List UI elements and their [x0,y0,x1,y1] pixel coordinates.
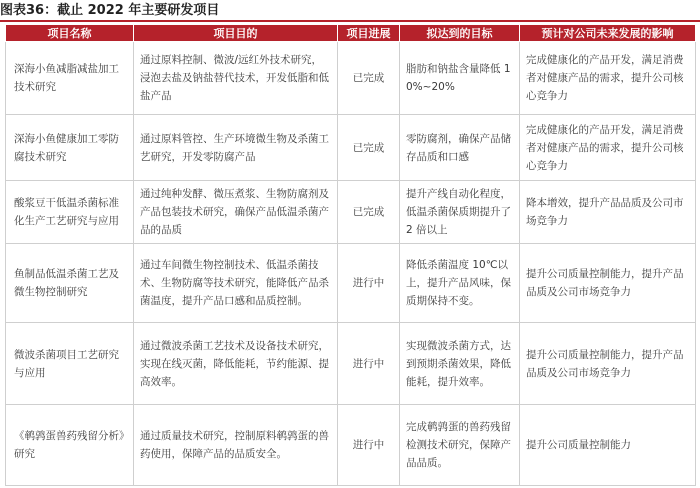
project-impact-cell: 提升公司质量控制能力，提升产品品质及公司市场竞争力 [520,323,696,405]
project-name-cell: 鱼制品低温杀菌工艺及微生物控制研究 [6,244,134,323]
project-name-cell: 酸浆豆干低温杀菌标准化生产工艺研究与应用 [6,181,134,244]
project-purpose-cell: 通过纯种发酵、微压煮浆、生物防腐剂及产品包装技术研究，确保产品低温杀菌产品的品质 [134,181,338,244]
project-impact-cell: 提升公司质量控制能力 [520,405,696,486]
project-goal-cell: 实现微波杀菌方式，达到预期杀菌效果，降低能耗，提升效率。 [400,323,520,405]
project-impact-cell: 提升公司质量控制能力，提升产品品质及公司市场竞争力 [520,244,696,323]
table-row [6,115,696,181]
project-impact-cell: 完成健康化的产品开发，满足消费者对健康产品的需求，提升公司核心竞争力 [520,42,696,115]
project-purpose-cell: 通过原料控制、微波/远红外技术研究，浸泡去盐及钠盐替代技术，开发低脂和低盐产品 [134,42,338,115]
project-name-cell: 深海小鱼健康加工零防腐技术研究 [6,115,134,181]
rd-projects-table [5,24,696,486]
header-project-purpose: 项目目的 [134,25,338,42]
table-row [6,42,696,115]
title-divider [0,20,700,22]
table-row [6,405,696,486]
project-name-cell: 深海小鱼减脂减盐加工技术研究 [6,42,134,115]
project-progress-cell: 已完成 [338,42,400,115]
project-purpose-cell: 通过原料管控、生产环境微生物及杀菌工艺研究，开发零防腐产品 [134,115,338,181]
project-progress-cell: 已完成 [338,115,400,181]
project-goal-cell: 降低杀菌温度 10℃以上，提升产品风味，保质期保持不变。 [400,244,520,323]
project-impact-cell: 完成健康化的产品开发，满足消费者对健康产品的需求，提升公司核心竞争力 [520,115,696,181]
project-progress-cell: 已完成 [338,181,400,244]
project-goal-cell: 脂肪和钠盐含量降低 10%~20% [400,42,520,115]
project-name-cell: 《鹌鹑蛋兽药残留分析》研究 [6,405,134,486]
figure-title: 图表36：截止 2022 年主要研发项目 [0,3,220,18]
table-row [6,244,696,323]
project-goal-cell: 提升产线自动化程度，低温杀菌保质期提升了 2 倍以上 [400,181,520,244]
table-row [6,181,696,244]
table-row [6,323,696,405]
table-header-row [6,25,696,42]
header-target-goal: 拟达到的目标 [400,25,520,42]
project-progress-cell: 进行中 [338,323,400,405]
project-impact-cell: 降本增效，提升产品品质及公司市场竞争力 [520,181,696,244]
project-goal-cell: 完成鹌鹑蛋的兽药残留检测技术研究，保障产品品质。 [400,405,520,486]
project-goal-cell: 零防腐剂，确保产品储存品质和口感 [400,115,520,181]
header-project-name: 项目名称 [6,25,134,42]
project-name-cell: 微波杀菌项目工艺研究与应用 [6,323,134,405]
project-progress-cell: 进行中 [338,244,400,323]
project-purpose-cell: 通过质量技术研究，控制原料鹌鹑蛋的兽药使用，保障产品的品质安全。 [134,405,338,486]
project-purpose-cell: 通过微波杀菌工艺技术及设备技术研究，实现在线灭菌，降低能耗，节约能源、提高效率。 [134,323,338,405]
header-expected-impact: 预计对公司未来发展的影响 [520,25,696,42]
header-project-progress: 项目进展 [338,25,400,42]
project-progress-cell: 进行中 [338,405,400,486]
project-purpose-cell: 通过车间微生物控制技术、低温杀菌技术、生物防腐等技术研究，能降低产品杀菌温度，提升产品口感和品质控制。 [134,244,338,323]
